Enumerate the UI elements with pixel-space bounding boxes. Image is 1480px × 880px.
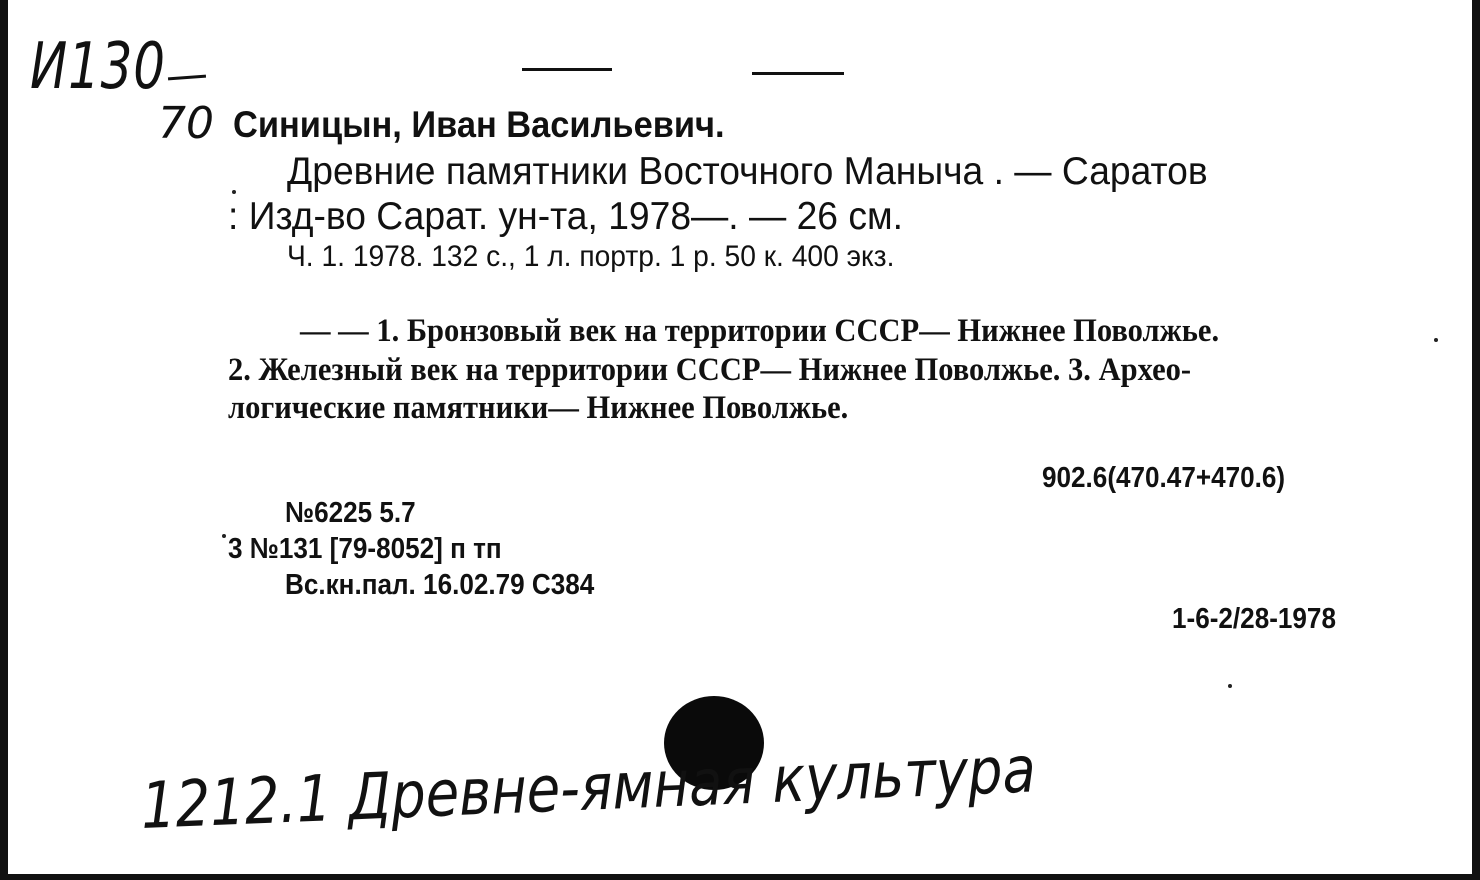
subject-line-3: логические памятники— Нижнее Поволжье. [228,390,849,426]
call-number-sub: 70 [158,98,214,149]
scan-mark [522,68,612,71]
technical-line-1: №6225 5.7 [285,497,416,529]
volume-description: Ч. 1. 1978. 132 с., 1 л. портр. 1 р. 50 к. 400 экз. [287,240,895,273]
handwritten-annotation: 1212.1 Древне-ямная культура [140,733,1037,844]
title-line-2: : Изд-во Сарат. ун-та, 1978—. — 26 см. [228,195,903,238]
call-number-divider [168,75,206,81]
subject-line-2: 2. Железный век на территории СССР— Нижнее Поволжье. 3. Архео- [228,352,1192,388]
classification-code: 902.6(470.47+470.6) [1042,462,1286,494]
call-number-main: И130 [30,30,166,104]
card-bottom-edge [0,874,1480,880]
scan-speck [222,534,226,538]
scan-speck [1434,338,1438,342]
card-right-edge [1472,0,1480,880]
technical-line-3: Вс.кн.пал. 16.02.79 С384 [285,569,595,601]
author-heading: Синицын, Иван Васильевич. [233,104,725,145]
technical-line-2: 3 №131 [79-8052] п тп [228,533,502,565]
subject-line-1: — — 1. Бронзовый век на территории СССР— Нижнее Поволжье. [300,313,1220,349]
card-id: 1-6-2/28-1978 [1172,603,1336,635]
scan-speck [232,190,236,194]
card-left-edge [0,0,8,880]
title-line-1: Древние памятники Восточного Маныча . — Саратов [287,150,1208,193]
scan-mark [752,72,844,75]
scan-speck [1228,684,1232,688]
